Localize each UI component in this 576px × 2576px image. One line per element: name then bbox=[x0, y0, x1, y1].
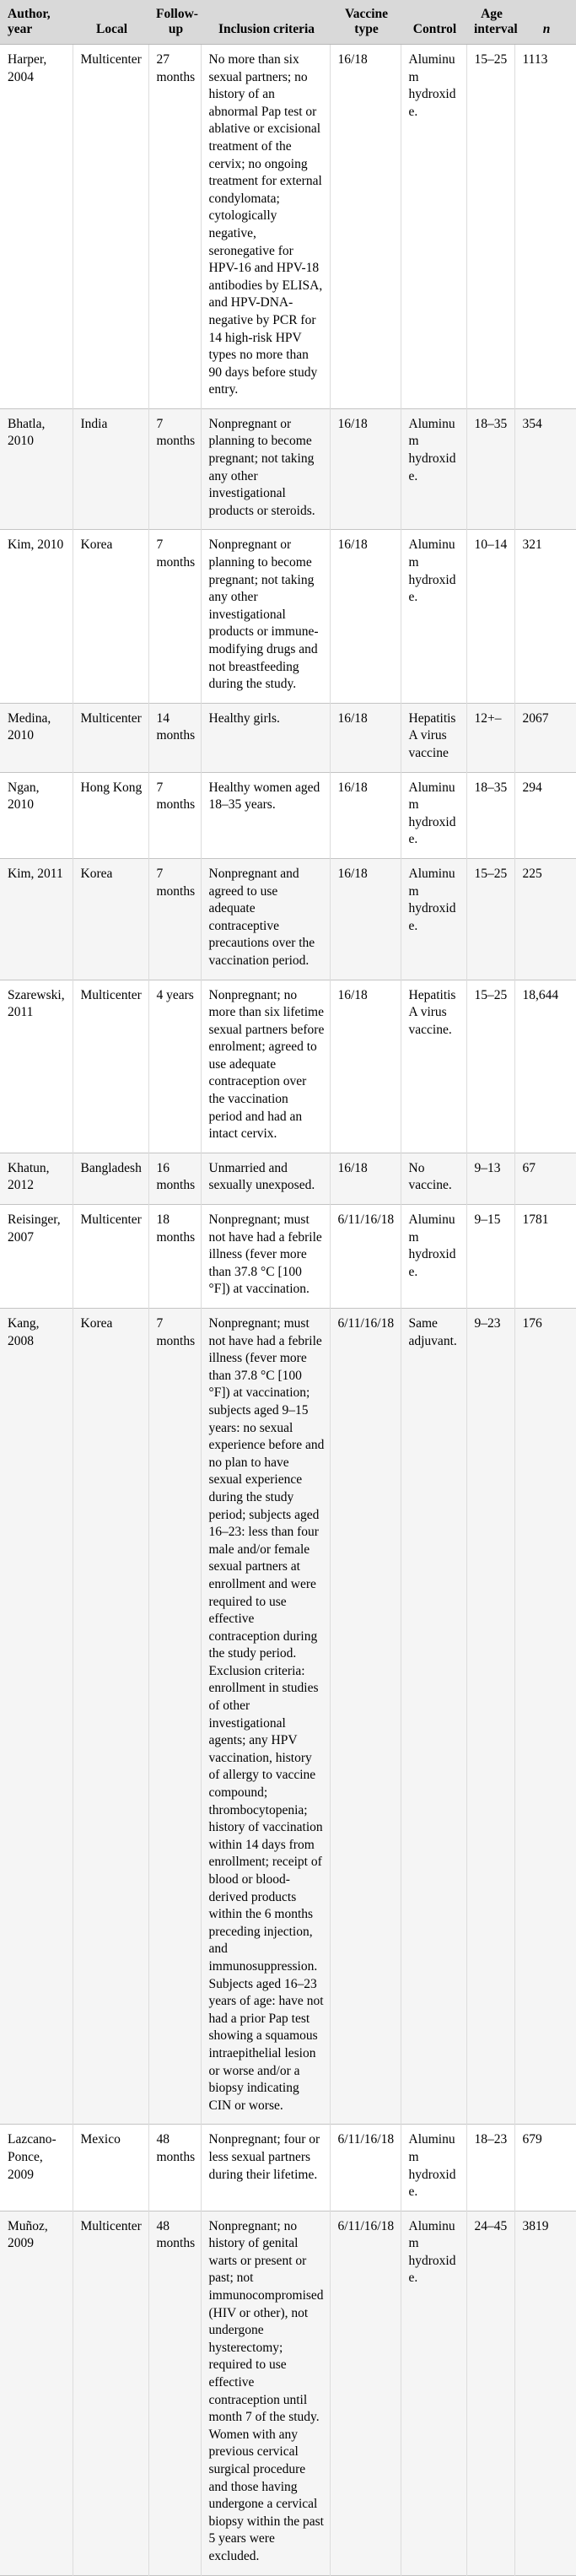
cell-n: 321 bbox=[514, 530, 576, 703]
header-local: Local bbox=[73, 0, 148, 45]
cell-followup: 7 months bbox=[148, 772, 201, 858]
cell-vaccine: 16/18 bbox=[330, 530, 401, 703]
table-row bbox=[0, 858, 576, 980]
cell-followup: 4 years bbox=[148, 980, 201, 1153]
table-row bbox=[0, 408, 576, 530]
cell-age: 24–45 bbox=[466, 2211, 514, 2575]
table-row bbox=[0, 703, 576, 772]
cell-author: Khatun, 2012 bbox=[0, 1153, 73, 1204]
header-vaccine-type: Vaccine type bbox=[330, 0, 401, 45]
cell-age: 18–35 bbox=[466, 772, 514, 858]
cell-control: Aluminum hydroxide. bbox=[401, 408, 466, 530]
cell-followup: 7 months bbox=[148, 1309, 201, 2125]
table-row bbox=[0, 980, 576, 1153]
cell-author: Harper, 2004 bbox=[0, 45, 73, 409]
cell-control: Aluminum hydroxide. bbox=[401, 2125, 466, 2211]
cell-local: Bangladesh bbox=[73, 1153, 148, 1204]
cell-local: Mexico bbox=[73, 2125, 148, 2211]
cell-vaccine: 6/11/16/18 bbox=[330, 1205, 401, 1309]
cell-age: 9–23 bbox=[466, 1309, 514, 2125]
cell-local: Multicenter bbox=[73, 703, 148, 772]
cell-author: Muñoz, 2009 bbox=[0, 2211, 73, 2575]
cell-author: Bhatla, 2010 bbox=[0, 408, 73, 530]
cell-criteria: Unmarried and sexually unexposed. bbox=[201, 1153, 330, 1204]
table-row bbox=[0, 772, 576, 858]
cell-criteria: Nonpregnant; four or less sexual partners during their lifetime. bbox=[201, 2125, 330, 2211]
cell-n: 225 bbox=[514, 858, 576, 980]
cell-vaccine: 6/11/16/18 bbox=[330, 2125, 401, 2211]
cell-followup: 7 months bbox=[148, 858, 201, 980]
cell-control: Aluminum hydroxide. bbox=[401, 1205, 466, 1309]
cell-local: Multicenter bbox=[73, 1205, 148, 1309]
cell-age: 10–14 bbox=[466, 530, 514, 703]
cell-vaccine: 16/18 bbox=[330, 858, 401, 980]
cell-followup: 16 months bbox=[148, 1153, 201, 1204]
cell-followup: 48 months bbox=[148, 2125, 201, 2211]
cell-local: Multicenter bbox=[73, 45, 148, 409]
cell-vaccine: 16/18 bbox=[330, 408, 401, 530]
cell-local: Korea bbox=[73, 858, 148, 980]
cell-local: Multicenter bbox=[73, 980, 148, 1153]
cell-n: 1781 bbox=[514, 1205, 576, 1309]
cell-vaccine: 6/11/16/18 bbox=[330, 1309, 401, 2125]
cell-age: 18–35 bbox=[466, 408, 514, 530]
table-row bbox=[0, 2125, 576, 2211]
table-row bbox=[0, 1205, 576, 1309]
cell-local: Korea bbox=[73, 530, 148, 703]
cell-age: 9–15 bbox=[466, 1205, 514, 1309]
cell-control: Same adjuvant. bbox=[401, 1309, 466, 2125]
cell-author: Kim, 2010 bbox=[0, 530, 73, 703]
cell-criteria: Nonpregnant or planning to become pregnant; not taking any other investigational products or steroids. bbox=[201, 408, 330, 530]
cell-followup: 48 months bbox=[148, 2211, 201, 2575]
cell-local: Hong Kong bbox=[73, 772, 148, 858]
header-age-interval: Age interval bbox=[466, 0, 514, 45]
cell-followup: 7 months bbox=[148, 530, 201, 703]
cell-followup: 7 months bbox=[148, 408, 201, 530]
cell-criteria: No more than six sexual partners; no history of an abnormal Pap test or ablative or excisional treatment of the cervix; no ongoing treatment for external condylomata; cytologically negative, seronegative for HPV-16 and HPV-18 antibodies by ELISA, and HPV-DNA-negative by PCR for 14 high-risk HPV types no more than 90 days before study entry. bbox=[201, 45, 330, 409]
cell-age: 15–25 bbox=[466, 858, 514, 980]
table-row bbox=[0, 530, 576, 703]
cell-vaccine: 16/18 bbox=[330, 1153, 401, 1204]
cell-author: Kang, 2008 bbox=[0, 1309, 73, 2125]
cell-criteria: Nonpregnant; must not have had a febrile illness (fever more than 37.8 °C [100 °F]) at vaccination; subjects aged 9–15 years: no sexual experience before and no plan to have sexual experience during the study period; subjects aged 16–23: less than four male and/or female sexual partners at enrollment and were required to use effective contraception during the study period. Exclusion criteria: enrollment in studies of other investigational agents; any HPV vaccination, history of allergy to vaccine compound; thrombocytopenia; history of vaccination within 14 days from enrollment; receipt of blood or blood-derived products within the 6 months preceding injection, and immunosuppression. Subjects aged 16–23 years of age: have not had a prior Pap test showing a squamous intraepithelial lesion or worse and/or a biopsy indicating CIN or worse. bbox=[201, 1309, 330, 2125]
table-row bbox=[0, 2211, 576, 2575]
cell-vaccine: 6/11/16/18 bbox=[330, 2211, 401, 2575]
header-row bbox=[0, 0, 576, 45]
cell-n: 67 bbox=[514, 1153, 576, 1204]
cell-author: Ngan, 2010 bbox=[0, 772, 73, 858]
cell-criteria: Nonpregnant; no history of genital warts or present or past; not immunocompromised (HIV or other), not undergone hysterectomy; required to use effective contraception until month 7 of the study. Women with any previous cervical surgical procedure and those having undergone a cervical biopsy within the past 5 years were excluded. bbox=[201, 2211, 330, 2575]
cell-followup: 27 months bbox=[148, 45, 201, 409]
header-author: Author, year bbox=[0, 0, 73, 45]
table-row bbox=[0, 1309, 576, 2125]
cell-criteria: Nonpregnant; must not have had a febrile illness (fever more than 37.8 °C [100 °F]) at vaccination. bbox=[201, 1205, 330, 1309]
cell-age: 12+– bbox=[466, 703, 514, 772]
cell-age: 15–25 bbox=[466, 980, 514, 1153]
cell-vaccine: 16/18 bbox=[330, 45, 401, 409]
cell-criteria: Nonpregnant and agreed to use adequate contraceptive precautions over the vaccination period. bbox=[201, 858, 330, 980]
cell-n: 679 bbox=[514, 2125, 576, 2211]
cell-n: 18,644 bbox=[514, 980, 576, 1153]
cell-control: Aluminum hydroxide. bbox=[401, 2211, 466, 2575]
cell-author: Szarewski, 2011 bbox=[0, 980, 73, 1153]
cell-age: 15–25 bbox=[466, 45, 514, 409]
cell-control: Aluminum hydroxide. bbox=[401, 45, 466, 409]
cell-author: Lazcano-Ponce, 2009 bbox=[0, 2125, 73, 2211]
header-followup: Follow-up bbox=[148, 0, 201, 45]
cell-author: Medina, 2010 bbox=[0, 703, 73, 772]
cell-criteria: Healthy women aged 18–35 years. bbox=[201, 772, 330, 858]
cell-followup: 14 months bbox=[148, 703, 201, 772]
header-control: Control bbox=[401, 0, 466, 45]
cell-author: Reisinger, 2007 bbox=[0, 1205, 73, 1309]
cell-local: India bbox=[73, 408, 148, 530]
header-n: n bbox=[514, 0, 576, 45]
header-inclusion-criteria: Inclusion criteria bbox=[201, 0, 330, 45]
cell-vaccine: 16/18 bbox=[330, 980, 401, 1153]
table-row bbox=[0, 1153, 576, 1204]
cell-local: Multicenter bbox=[73, 2211, 148, 2575]
cell-control: Aluminum hydroxide. bbox=[401, 858, 466, 980]
cell-followup: 18 months bbox=[148, 1205, 201, 1309]
cell-vaccine: 16/18 bbox=[330, 703, 401, 772]
cell-control: Hepatitis A virus vaccine bbox=[401, 703, 466, 772]
cell-age: 9–13 bbox=[466, 1153, 514, 1204]
cell-control: Aluminum hydroxide. bbox=[401, 772, 466, 858]
cell-control: No vaccine. bbox=[401, 1153, 466, 1204]
cell-control: Hepatitis A virus vaccine. bbox=[401, 980, 466, 1153]
cell-criteria: Nonpregnant or planning to become pregnant; not taking any other investigational products or immune-modifying drugs and not breastfeeding during the study. bbox=[201, 530, 330, 703]
cell-author: Kim, 2011 bbox=[0, 858, 73, 980]
cell-n: 2067 bbox=[514, 703, 576, 772]
cell-n: 3819 bbox=[514, 2211, 576, 2575]
cell-n: 1113 bbox=[514, 45, 576, 409]
cell-local: Korea bbox=[73, 1309, 148, 2125]
cell-criteria: Healthy girls. bbox=[201, 703, 330, 772]
cell-n: 176 bbox=[514, 1309, 576, 2125]
cell-criteria: Nonpregnant; no more than six lifetime sexual partners before enrolment; agreed to use adequate contraception over the vaccination period and had an intact cervix. bbox=[201, 980, 330, 1153]
cell-n: 294 bbox=[514, 772, 576, 858]
cell-control: Aluminum hydroxide. bbox=[401, 530, 466, 703]
cell-n: 354 bbox=[514, 408, 576, 530]
table-row bbox=[0, 45, 576, 409]
cell-vaccine: 16/18 bbox=[330, 772, 401, 858]
cell-age: 18–23 bbox=[466, 2125, 514, 2211]
